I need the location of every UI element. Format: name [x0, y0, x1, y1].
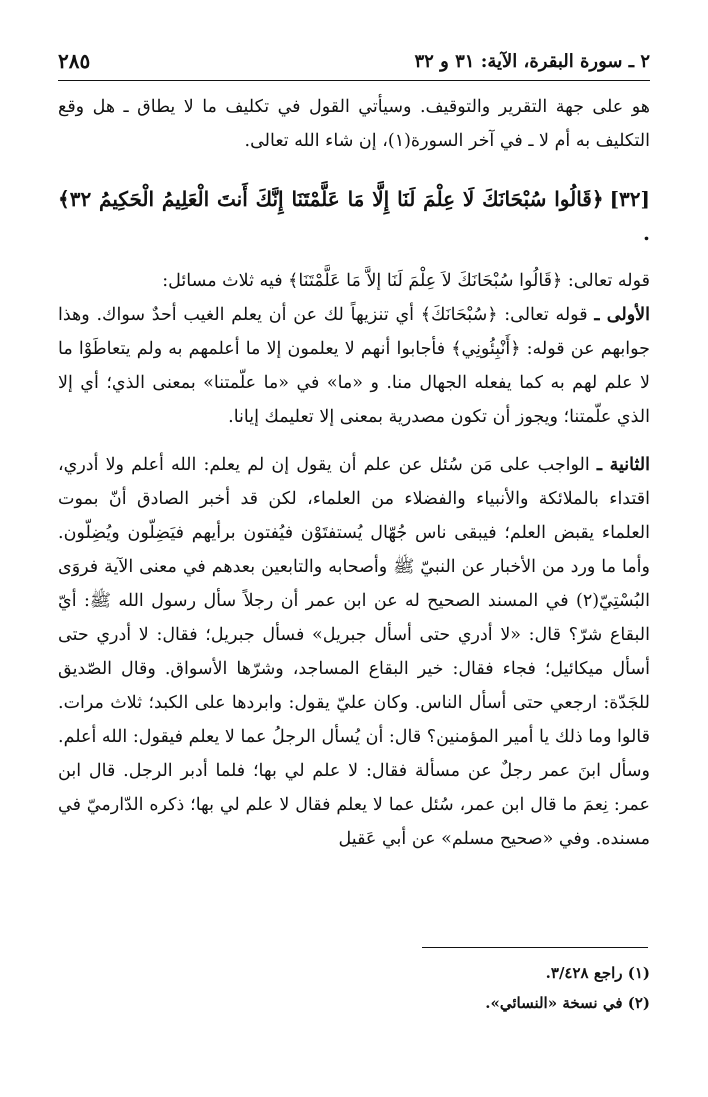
running-title: ٢ ـ سورة البقرة، الآية: ٣١ و ٣٢ [414, 50, 650, 72]
footnote-1: (١) راجع ٣/٤٢٨. [545, 964, 650, 982]
footnote-separator [422, 947, 648, 948]
page-body [58, 90, 650, 856]
footnotes [58, 958, 650, 1018]
paragraph-issues: قوله تعالى: ﴿قَالُوا سُبْحَانَكَ لاَ عِلْمَ لَنَا إلاَّ مَا عَلَّمْتَنَا﴾ فيه ثلاث مسائل: [162, 271, 650, 291]
paragraph-first-issue [58, 298, 650, 434]
second-issue-label: الثانية ـ [596, 455, 650, 475]
paragraph-second-issue [58, 448, 650, 856]
verse-text: ﴿قَالُوا سُبْحَانَكَ لَا عِلْمَ لَنَا إِلَّا مَا عَلَّمْتَنَا إِنَّكَ أَنتَ الْعَلِيمُ الْحَكِيمُ ٣٢﴾ . [58, 187, 650, 245]
first-issue-text: قوله تعالى: ﴿سُبْحَانَكَ﴾ أي تنزيهاً لك عن أن يعلم الغيب أحدٌ سواك. وهذا جوابهم عن قوله: ﴿أَنْبِئُونِي﴾ فأجابوا أنهم لا يعلمون إلا ما أعلمهم به ولم يتعاطَوْا ما لا علم لهم به كما يفعله الجهال منا. و «ما» في «ما علّمتنا» بمعنى الذي؛ أي إلا الذي علّمتنا؛ ويجوز أن تكون مصدرية بمعنى إلا تعليمك إيانا. [58, 305, 650, 427]
first-issue-label: الأولى ـ [594, 305, 650, 325]
page-number: ٢٨٥ [58, 49, 91, 73]
footnote-2: (٢) في نسخة «النسائي». [485, 994, 650, 1012]
page-header [58, 42, 650, 81]
paragraph-intro: هو على جهة التقرير والتوقيف. وسيأتي القول في تكليف ما لا يطاق ـ هل وقع التكليف به أم لا ـ في آخر السورة(١)، إن شاء الله تعالى. [58, 97, 650, 151]
second-issue-text: الواجب على مَن سُئل عن علم أن يقول إن لم يعلم: الله أعلم ولا أدري، اقتداء بالملائكة والأنبياء والفضلاء من العلماء، لكن قد أخبر الصادق أنّ بموت العلماء يقبض العلم؛ فيبقى ناس جُهّال يُستفتَوْن فيُفتون برأيهم فيَضِلّون ويُضِلّون. وأما ما ورد من الأخبار عن النبيّ ﷺ وأصحابه والتابعين بعدهم في معنى الآية فروَى البُسْتِيّ(٢) في المسند الصحيح له عن ابن عمر أن رجلاً سأل رسول الله ﷺ: أيّ البقاع شرّ؟ قال: «لا أدري حتى أسأل جبريل» فسأل جبريل؛ فقال: لا أدري حتى أسأل ميكائيل؛ فجاء فقال: خير البقاع المساجد، وشرّها الأسواق. وقال الصّديق للجَدّة: ارجعي حتى أسأل الناس. وكان عليّ يقول: وابردها على الكبد؛ ثلاث مرات. قالوا وما ذلك يا أمير المؤمنين؟ قال: أن يُسأل الرجلُ عما لا يعلم فيقول: الله أعلم. وسأل ابنَ عمر رجلٌ عن مسألة فقال: لا علم لي بها؛ فلما أدبر الرجل. قال ابن عمر: نِعمَ ما قال ابن عمر، سُئل عما لا يعلم فقال لا علم لي بها؛ ذكره الدّارميّ في مسنده. وفي «صحيح مسلم» عن أبي عَقيل [58, 455, 650, 849]
verse-number: [٣٢] [609, 187, 650, 211]
verse-heading [58, 182, 650, 250]
